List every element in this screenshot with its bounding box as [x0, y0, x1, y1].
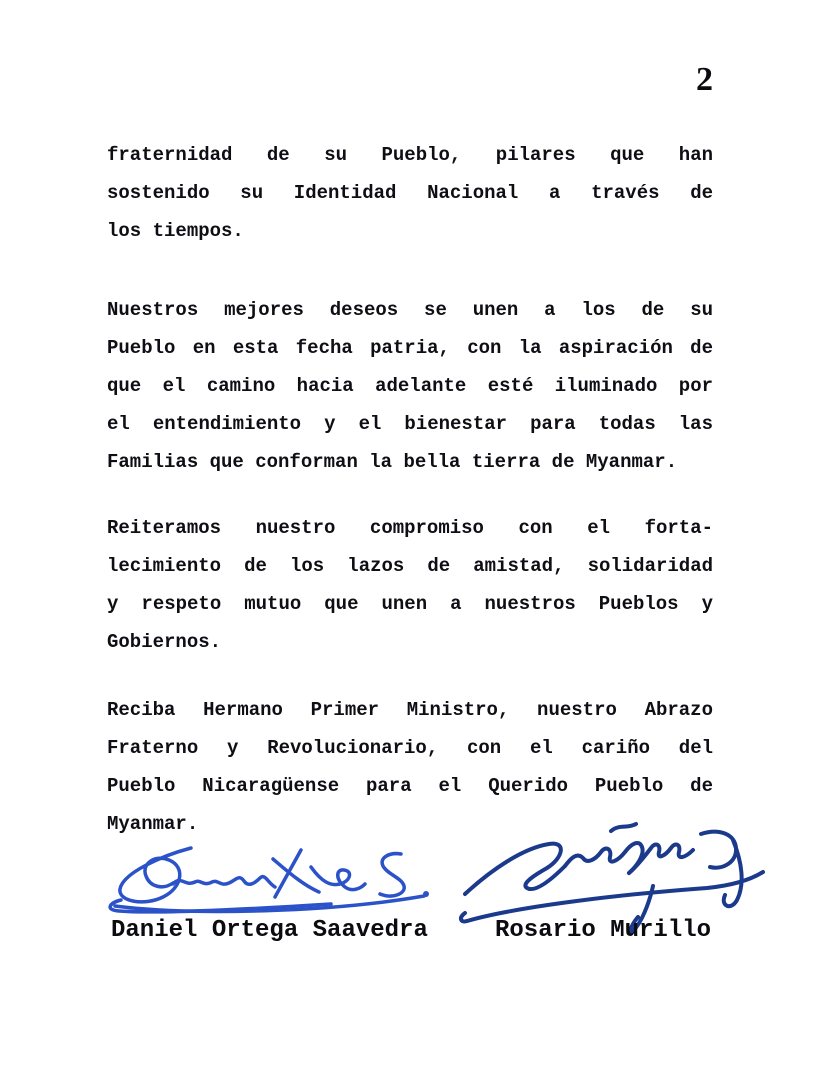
text-line: y respeto mutuo que unen a nuestros Pueblos y — [107, 593, 713, 615]
signature-name-daniel-ortega: Daniel Ortega Saavedra — [111, 917, 428, 944]
text-line: Nuestros mejores deseos se unen a los de su — [107, 299, 713, 321]
text-line: Reiteramos nuestro compromiso con el forta- — [107, 517, 713, 539]
text-line: Fraterno y Revolucionario, con el cariño del — [107, 737, 713, 759]
text-line: fraternidad de su Pueblo, pilares que han — [107, 144, 713, 166]
text-line: sostenido su Identidad Nacional a través de — [107, 182, 713, 204]
text-line: el entendimiento y el bienestar para todas las — [107, 413, 713, 435]
text-line: Reciba Hermano Primer Ministro, nuestro Abrazo — [107, 699, 713, 721]
text-line: Pueblo en esta fecha patria, con la aspiración de — [107, 337, 713, 359]
text-line: los tiempos. — [107, 220, 244, 242]
text-line: Gobiernos. — [107, 631, 222, 653]
text-line: Familias que conforman la bella tierra de Myanmar. — [107, 451, 678, 473]
text-line: lecimiento de los lazos de amistad, solidaridad — [107, 555, 713, 577]
page-number: 2 — [696, 61, 713, 98]
text-line: que el camino hacia adelante esté iluminado por — [107, 375, 713, 397]
signature-block — [107, 843, 713, 963]
daniel-ortega-signature-ink — [103, 843, 433, 915]
signature-name-rosario-murillo: Rosario Murillo — [495, 917, 712, 944]
paragraph — [107, 509, 713, 661]
text-line: Pueblo Nicaragüense para el Querido Pueblo de — [107, 775, 713, 797]
paragraph — [107, 291, 713, 481]
paragraph — [107, 691, 713, 843]
paragraph — [107, 136, 713, 250]
text-line: Myanmar. — [107, 813, 199, 835]
